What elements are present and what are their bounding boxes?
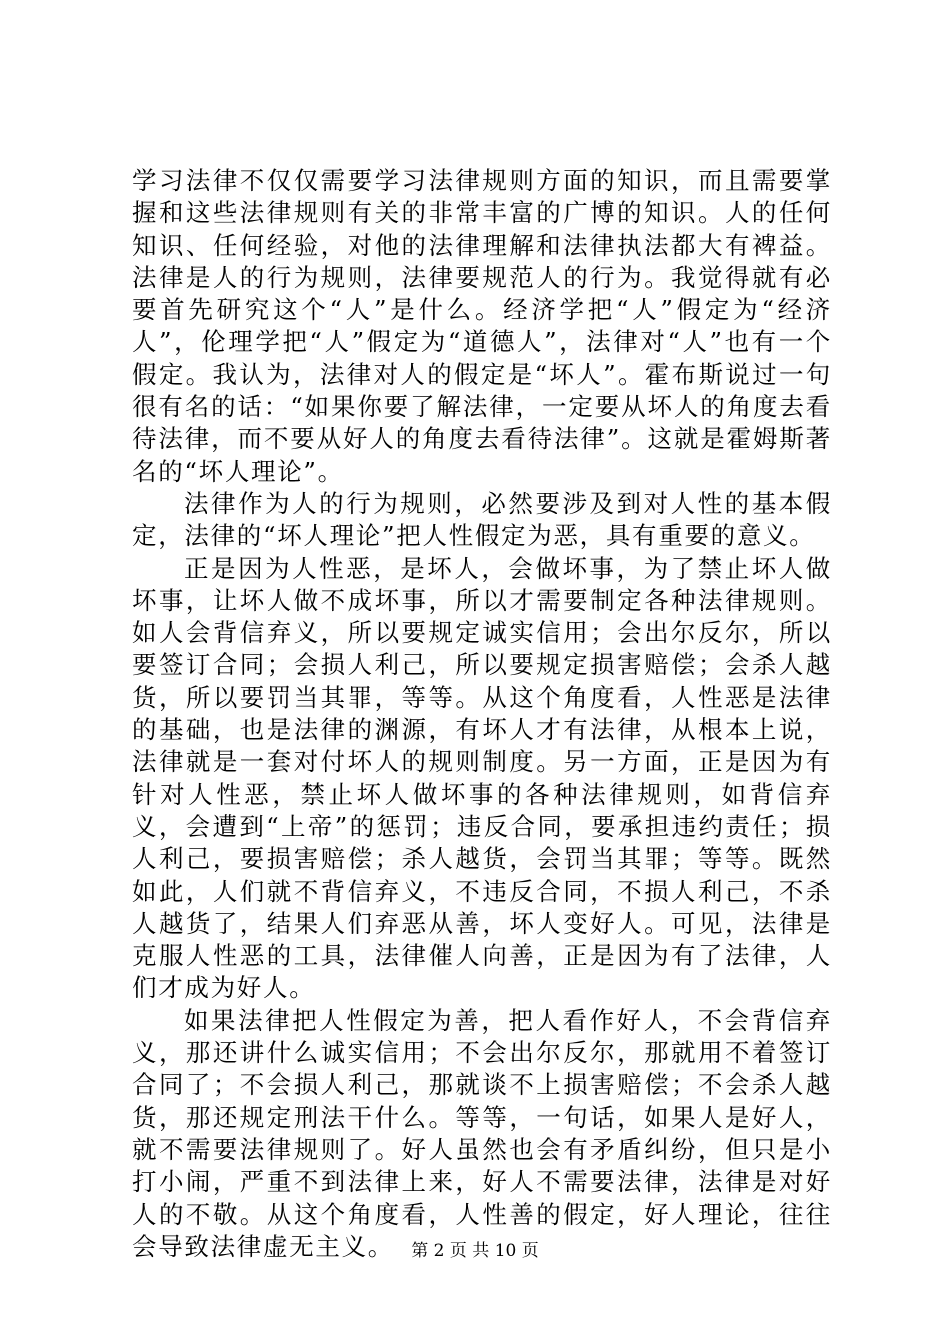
- page-footer: 第 2 页 共 10 页: [411, 1241, 539, 1261]
- paragraph-2: 法律作为人的行为规则，必然要涉及到对人性的基本假定，法律的“坏人理论”把人性假定为恶，具有重要的意义。: [132, 488, 832, 551]
- paragraph-1: 学习法律不仅仅需要学习法律规则方面的知识，而且需要掌握和这些法律规则有关的非常丰富的广博的知识。人的任何知识、任何经验，对他的法律理解和法律执法都大有裨益。法律是人的行为规则，法律要规范人的行为。我觉得就有必要首先研究这个“人”是什么。经济学把“人”假定为“经济人”，伦理学把“人”假定为“道德人”，法律对“人”也有一个假定。我认为，法律对人的假定是“坏人”。霍布斯说过一句很有名的话：“如果你要了解法律，一定要从坏人的角度去看待法律，而不要从好人的角度去看待法律”。这就是霍姆斯著名的“坏人理论”。: [132, 166, 832, 486]
- document-body: [132, 165, 832, 1263]
- paragraph-4: 如果法律把人性假定为善，把人看作好人，不会背信弃义，那还讲什么诚实信用；不会出尔反尔，那就用不着签订合同了；不会损人利己，那就谈不上损害赔偿；不会杀人越货，那还规定刑法干什么。等等，一句话，如果人是好人，就不需要法律规则了。好人虽然也会有矛盾纠纷，但只是小打小闹，严重不到法律上来，好人不需要法律，法律是对好人的不敬。从这个角度看，人性善的假定，好人理论，往往会导致法律虚无主义。: [132, 1005, 832, 1261]
- paragraph-3: 正是因为人性恶，是坏人，会做坏事，为了禁止坏人做坏事，让坏人做不成坏事，所以才需要制定各种法律规则。如人会背信弃义，所以要规定诚实信用；会出尔反尔，所以要签订合同；会损人利己，所以要规定损害赔偿；会杀人越货，所以要罚当其罪，等等。从这个角度看，人性恶是法律的基础，也是法律的渊源，有坏人才有法律，从根本上说，法律就是一套对付坏人的规则制度。另一方面，正是因为有针对人性恶，禁止坏人做坏事的各种法律规则，如背信弃义，会遭到“上帝”的惩罚；违反合同，要承担违约责任；损人利己，要损害赔偿；杀人越货，会罚当其罪；等等。既然如此，人们就不背信弃义，不违反合同，不损人利己，不杀人越货了，结果人们弃恶从善，坏人变好人。可见，法律是克服人性恶的工具，法律催人向善，正是因为有了法律，人们才成为好人。: [132, 553, 832, 1003]
